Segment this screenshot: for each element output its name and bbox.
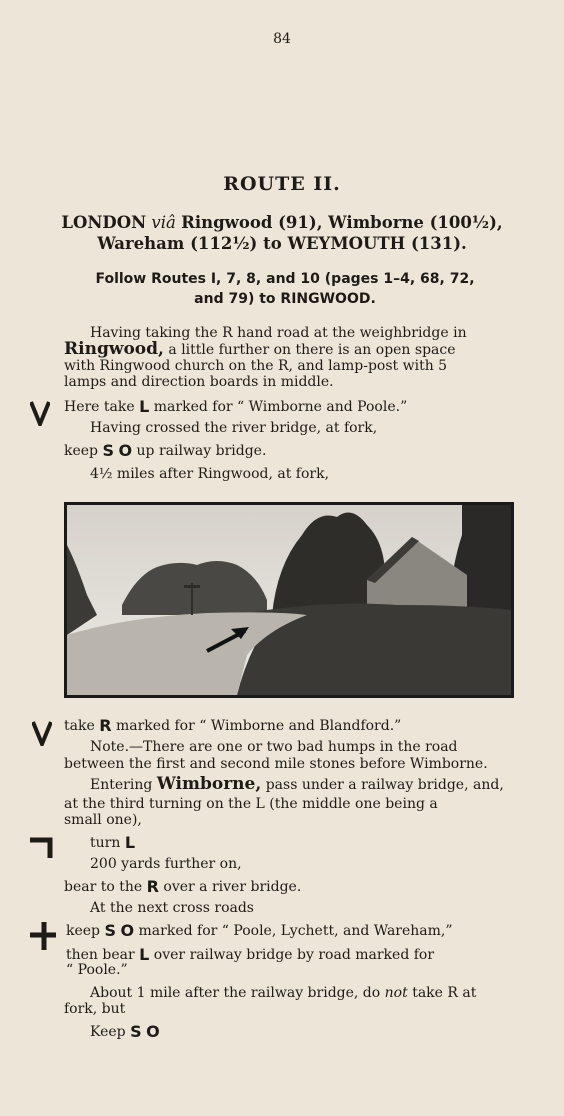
para8-prefix: turn bbox=[90, 835, 121, 851]
para13-line2: “ Poole.” bbox=[66, 962, 128, 978]
para7-line1 bbox=[90, 776, 504, 794]
para11: At the next cross roads bbox=[90, 900, 254, 916]
para13-prefix: then bear bbox=[66, 947, 135, 963]
para1-line3: with Ringwood church on the R, and lamp-post with 5 bbox=[64, 358, 448, 374]
para10-prefix: bear to the bbox=[64, 879, 143, 895]
straight-s-symbol: S bbox=[102, 441, 114, 460]
fork-v-icon bbox=[32, 720, 52, 750]
left-symbol: L bbox=[124, 833, 136, 852]
para13-suffix: over railway bridge by road marked for bbox=[153, 947, 435, 963]
para7-prefix: Entering bbox=[90, 777, 153, 793]
para15 bbox=[90, 1023, 160, 1041]
via-word: viâ bbox=[151, 213, 176, 232]
crossroads-icon bbox=[30, 920, 56, 954]
page-number: 84 bbox=[273, 31, 291, 47]
straight-o-symbol: O bbox=[146, 1022, 160, 1041]
para14-prefix: About 1 mile after the railway bridge, do bbox=[90, 985, 381, 1001]
follow-routes-line2: and 79) to RINGWOOD. bbox=[194, 291, 376, 307]
straight-s-symbol: S bbox=[130, 1022, 142, 1041]
para2 bbox=[64, 398, 407, 416]
para5: 4½ miles after Ringwood, at fork, bbox=[90, 466, 330, 482]
para14-suffix: take R at bbox=[412, 985, 477, 1001]
para10 bbox=[64, 878, 301, 896]
emphasis-not: not bbox=[384, 985, 408, 1001]
town-ringwood: Ringwood, bbox=[64, 339, 164, 359]
route-subtitle-line2: Wareham (112½) to WEYMOUTH (131). bbox=[97, 234, 467, 253]
straight-o-symbol: O bbox=[120, 921, 135, 940]
para7-line3: small one), bbox=[64, 812, 142, 828]
route-subtitle-line1 bbox=[40, 212, 524, 234]
para7-suffix: pass under a railway bridge, and, bbox=[265, 777, 504, 793]
left-symbol: L bbox=[139, 945, 150, 964]
para1-line4: lamps and direction boards in middle. bbox=[64, 374, 334, 390]
fork-v-icon bbox=[30, 400, 50, 430]
para6-suffix: marked for “ Wimborne and Blandford.” bbox=[115, 718, 402, 734]
para12-prefix: keep bbox=[66, 923, 101, 939]
para9: 200 yards further on, bbox=[90, 856, 242, 872]
follow-routes-line1: Follow Routes I, 7, 8, and 10 (pages 1–4, 68, 72, bbox=[95, 271, 475, 287]
para4 bbox=[64, 442, 266, 460]
para3: Having crossed the river bridge, at fork, bbox=[90, 420, 378, 436]
para4-prefix: keep bbox=[64, 443, 99, 459]
right-symbol: R bbox=[99, 716, 112, 735]
route-stops: Ringwood (91), Wimborne (100½), bbox=[181, 213, 503, 232]
para2-suffix: marked for “ Wimborne and Poole.” bbox=[153, 399, 408, 415]
origin-city: LONDON bbox=[61, 213, 147, 232]
para15-prefix: Keep bbox=[90, 1024, 126, 1040]
para6-prefix: take bbox=[64, 718, 95, 734]
para7-line2: at the third turning on the L (the middle one being a bbox=[64, 796, 438, 812]
route-title: ROUTE II. bbox=[223, 173, 341, 195]
left-symbol: L bbox=[139, 397, 150, 416]
para1-line1: Having taking the R hand road at the weighbridge in bbox=[90, 325, 467, 341]
para4-suffix: up railway bridge. bbox=[136, 443, 267, 459]
para14-line2: fork, but bbox=[64, 1001, 126, 1017]
left-turn-icon bbox=[30, 834, 54, 864]
note-line1: Note.—There are one or two bad humps in the road bbox=[90, 739, 458, 755]
para14-line1 bbox=[90, 985, 476, 1002]
para1-line2-text: a little further on there is an open space bbox=[168, 342, 456, 358]
para12-suffix: marked for “ Poole, Lychett, and Wareham,” bbox=[138, 923, 453, 939]
para10-suffix: over a river bridge. bbox=[163, 879, 302, 895]
town-wimborne: Wimborne, bbox=[156, 774, 262, 794]
para1-line2 bbox=[64, 341, 456, 359]
para2-prefix: Here take bbox=[64, 399, 135, 415]
straight-s-symbol: S bbox=[104, 921, 116, 940]
right-symbol: R bbox=[146, 877, 159, 896]
para6 bbox=[64, 717, 401, 735]
straight-o-symbol: O bbox=[118, 441, 133, 460]
para8 bbox=[90, 834, 135, 852]
para12 bbox=[66, 922, 453, 940]
note-line2: between the first and second mile stones before Wimborne. bbox=[64, 756, 488, 772]
road-fork-photograph bbox=[64, 502, 514, 698]
